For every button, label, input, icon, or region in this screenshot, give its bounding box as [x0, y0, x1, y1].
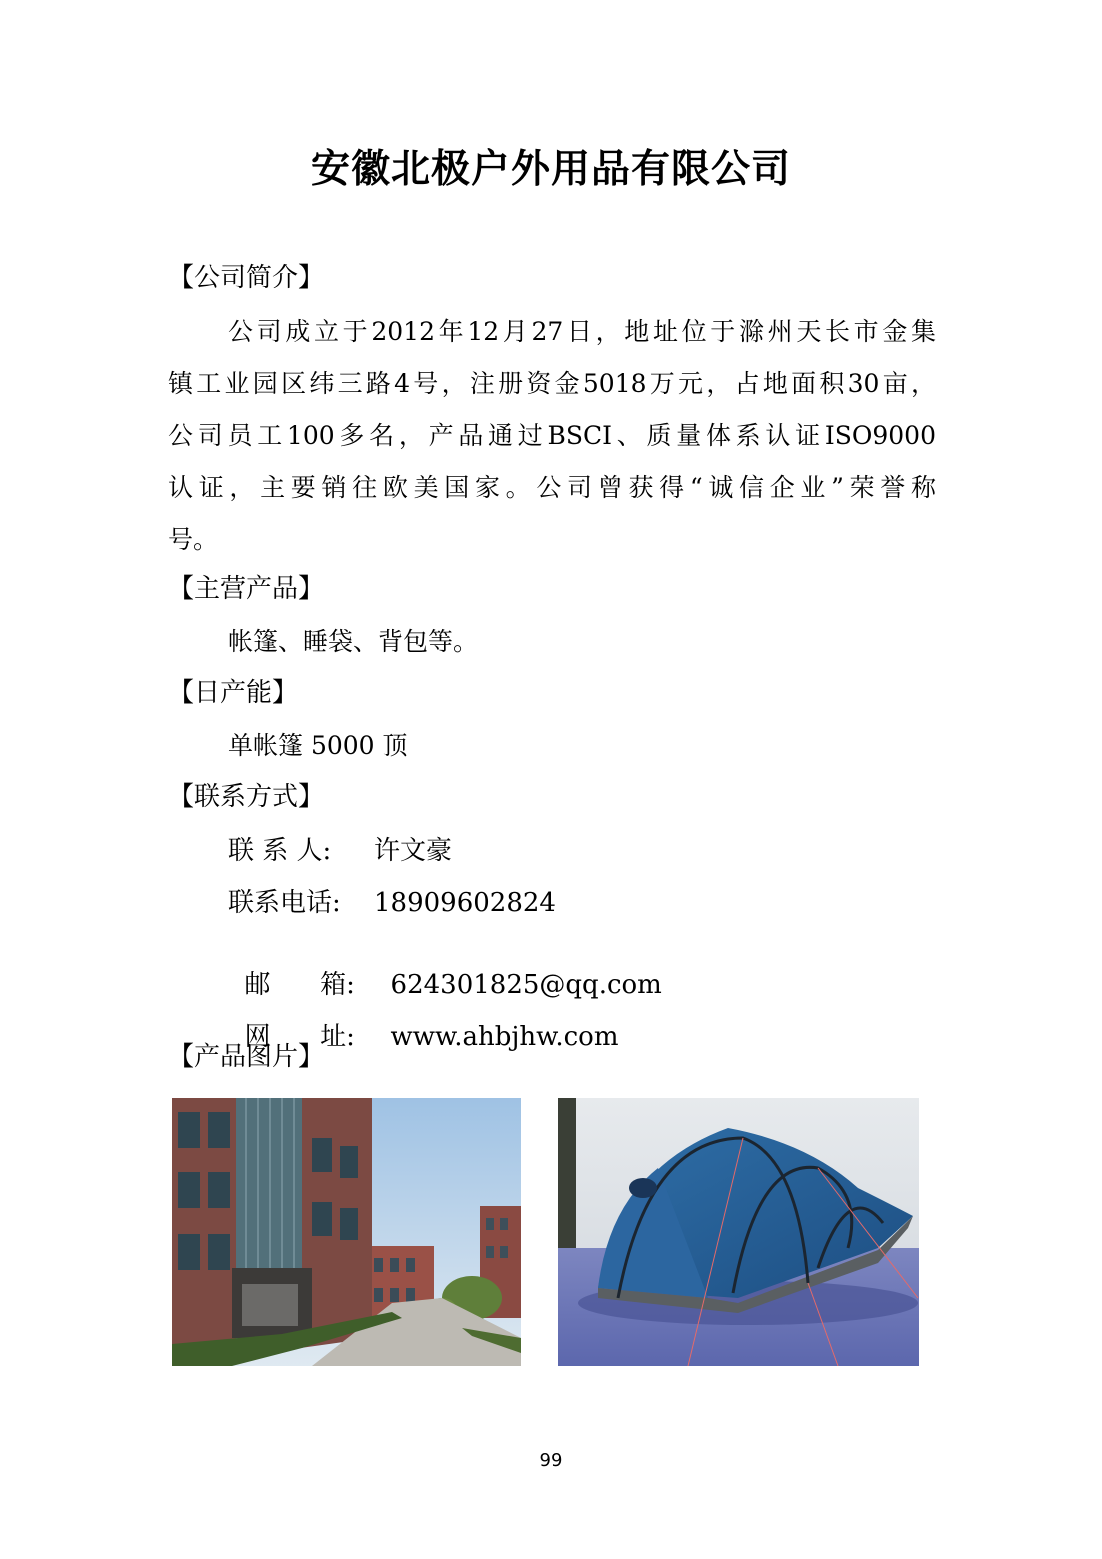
intro-line-5: 号。: [168, 525, 219, 554]
contact-value: 许文豪: [374, 836, 453, 866]
intro-line-1: 公司成立于2012年12月27日，地址位于滁州天长市金集: [228, 317, 936, 346]
contact-value: 18909602824: [374, 888, 556, 918]
section-heading-products: 【主营产品】: [168, 574, 325, 604]
intro-line-3: 公司员工100多名，产品通过BSCI、质量体系认证ISO9000: [168, 421, 936, 450]
contact-value[interactable]: 624301825@qq.com: [390, 970, 662, 1000]
intro-line-2: 镇工业园区纬三路4号，注册资金5018万元，占地面积30亩，: [168, 369, 936, 398]
capacity-text: 单帐篷 5000 顶: [228, 731, 408, 760]
page-number: 99: [539, 1450, 563, 1471]
contact-label: 联系电话:: [228, 888, 341, 918]
products-text: 帐篷、睡袋、背包等。: [228, 627, 479, 656]
contact-row-person: [228, 830, 452, 867]
contact-label: 邮 箱:: [244, 970, 355, 1000]
intro-line-4: 认证，主要销往欧美国家。公司曾获得“诚信企业”荣誉称: [168, 473, 936, 502]
contact-label: 联 系 人:: [228, 836, 332, 866]
section-heading-photos: 【产品图片】: [168, 1042, 325, 1072]
section-heading-contact: 【联系方式】: [168, 782, 325, 812]
page-title: 安徽北极户外用品有限公司: [310, 147, 791, 192]
contact-label: 网 址:: [244, 1022, 355, 1052]
contact-value[interactable]: www.ahbjhw.com: [390, 1022, 619, 1052]
tent-photo: [558, 1098, 919, 1366]
factory-building-photo: [172, 1098, 521, 1366]
contact-row-phone: [228, 882, 556, 919]
section-heading-capacity: 【日产能】: [168, 678, 299, 708]
section-heading-intro: 【公司简介】: [168, 263, 325, 293]
